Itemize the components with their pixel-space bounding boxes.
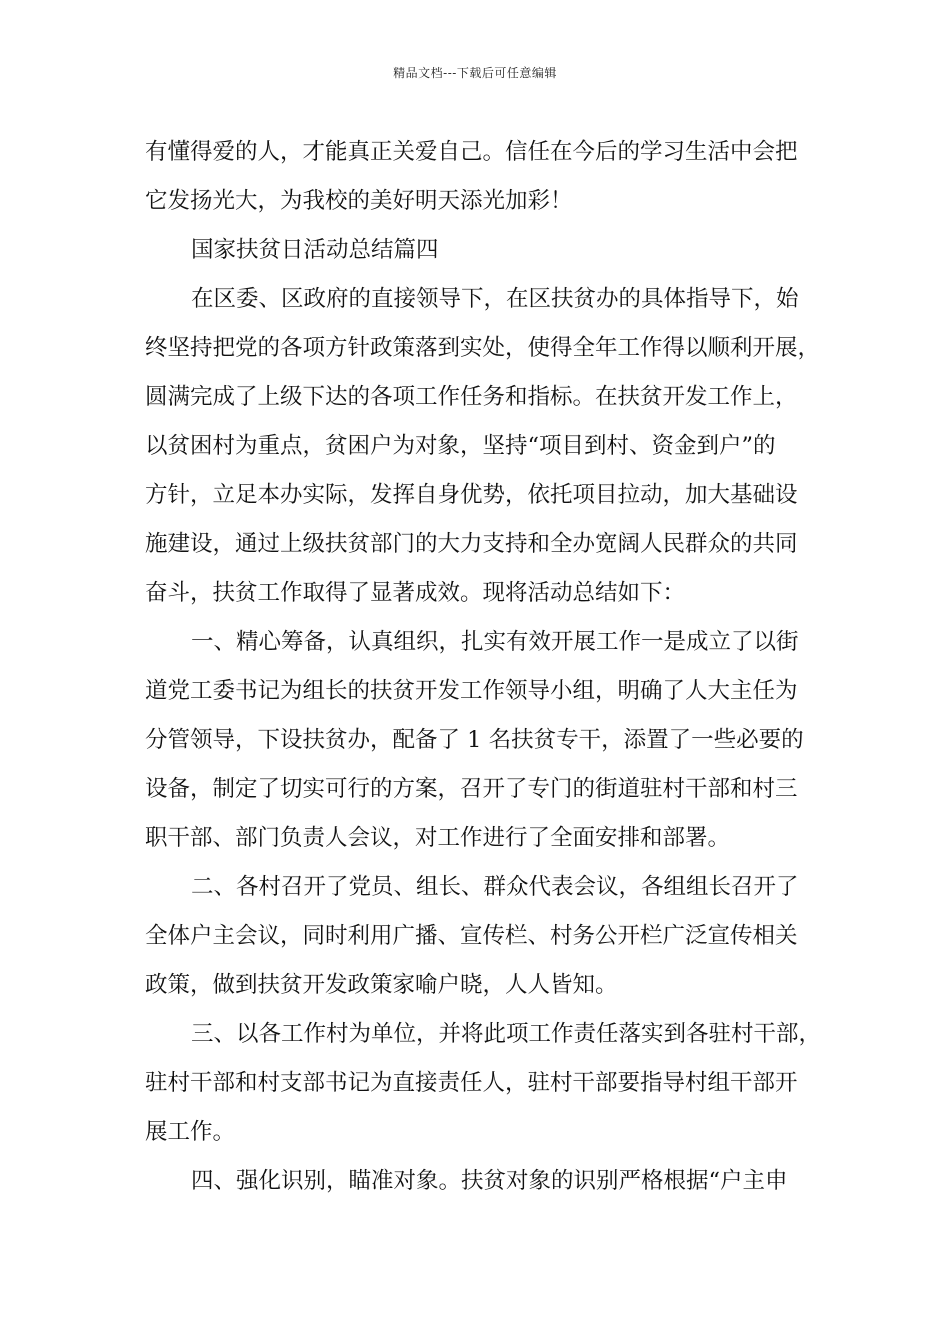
text-line: 奋斗，扶贫工作取得了显著成效。现将活动总结如下： — [145, 580, 686, 606]
text-line: 政策，做到扶贫开发政策家喻户晓，人人皆知。 — [145, 972, 618, 998]
text-line: 在区委、区政府的直接领导下，在区扶贫办的具体指导下，始 — [191, 286, 799, 312]
text-line: 全体户主会议，同时利用广播、宣传栏、村务公开栏广泛宣传相关 — [145, 923, 798, 949]
text-line: 展工作。 — [145, 1119, 236, 1145]
document-body — [145, 128, 822, 1206]
text-line: 二、各村召开了党员、组长、群众代表会议，各组组长召开了 — [191, 874, 799, 900]
text-line: 终坚持把党的各项方针政策落到实处，使得全年工作得以顺利开展， — [145, 335, 821, 361]
text-line: 方针，立足本办实际，发挥自身优势，依托项目拉动，加大基础设 — [145, 482, 798, 508]
text-line: 以贫困村为重点，贫困户为对象，坚持“项目到村、资金到户”的 — [145, 433, 776, 459]
text-line: 驻村干部和村支部书记为直接责任人，驻村干部要指导村组干部开 — [145, 1070, 798, 1096]
text-line: 四、强化识别，瞄准对象。扶贫对象的识别严格根据“户主申 — [191, 1168, 788, 1194]
page-header: 精品文档---下载后可任意编辑 — [393, 66, 557, 80]
text-line: 道党工委书记为组长的扶贫开发工作领导小组，明确了人大主任为 — [145, 678, 798, 704]
text-line: 它发扬光大，为我校的美好明天添光加彩！ — [145, 188, 573, 214]
text-line: 国家扶贫日活动总结篇四 — [191, 237, 439, 263]
text-line: 职干部、部门负责人会议，对工作进行了全面安排和部署。 — [145, 825, 731, 851]
text-line: 分管领导，下设扶贫办，配备了 1 名扶贫专干，添置了一些必要的 — [145, 727, 804, 753]
text-line: 圆满完成了上级下达的各项工作任务和指标。在扶贫开发工作上， — [145, 384, 798, 410]
text-line: 有懂得爱的人，才能真正关爱自己。信任在今后的学习生活中会把 — [145, 139, 798, 165]
text-line: 一、精心筹备，认真组织，扎实有效开展工作一是成立了以街 — [191, 629, 799, 655]
text-line: 施建设，通过上级扶贫部门的大力支持和全办宽阔人民群众的共同 — [145, 531, 798, 557]
text-line: 设备，制定了切实可行的方案，召开了专门的街道驻村干部和村三 — [145, 776, 798, 802]
text-line: 三、以各工作村为单位，并将此项工作责任落实到各驻村干部， — [191, 1021, 822, 1047]
